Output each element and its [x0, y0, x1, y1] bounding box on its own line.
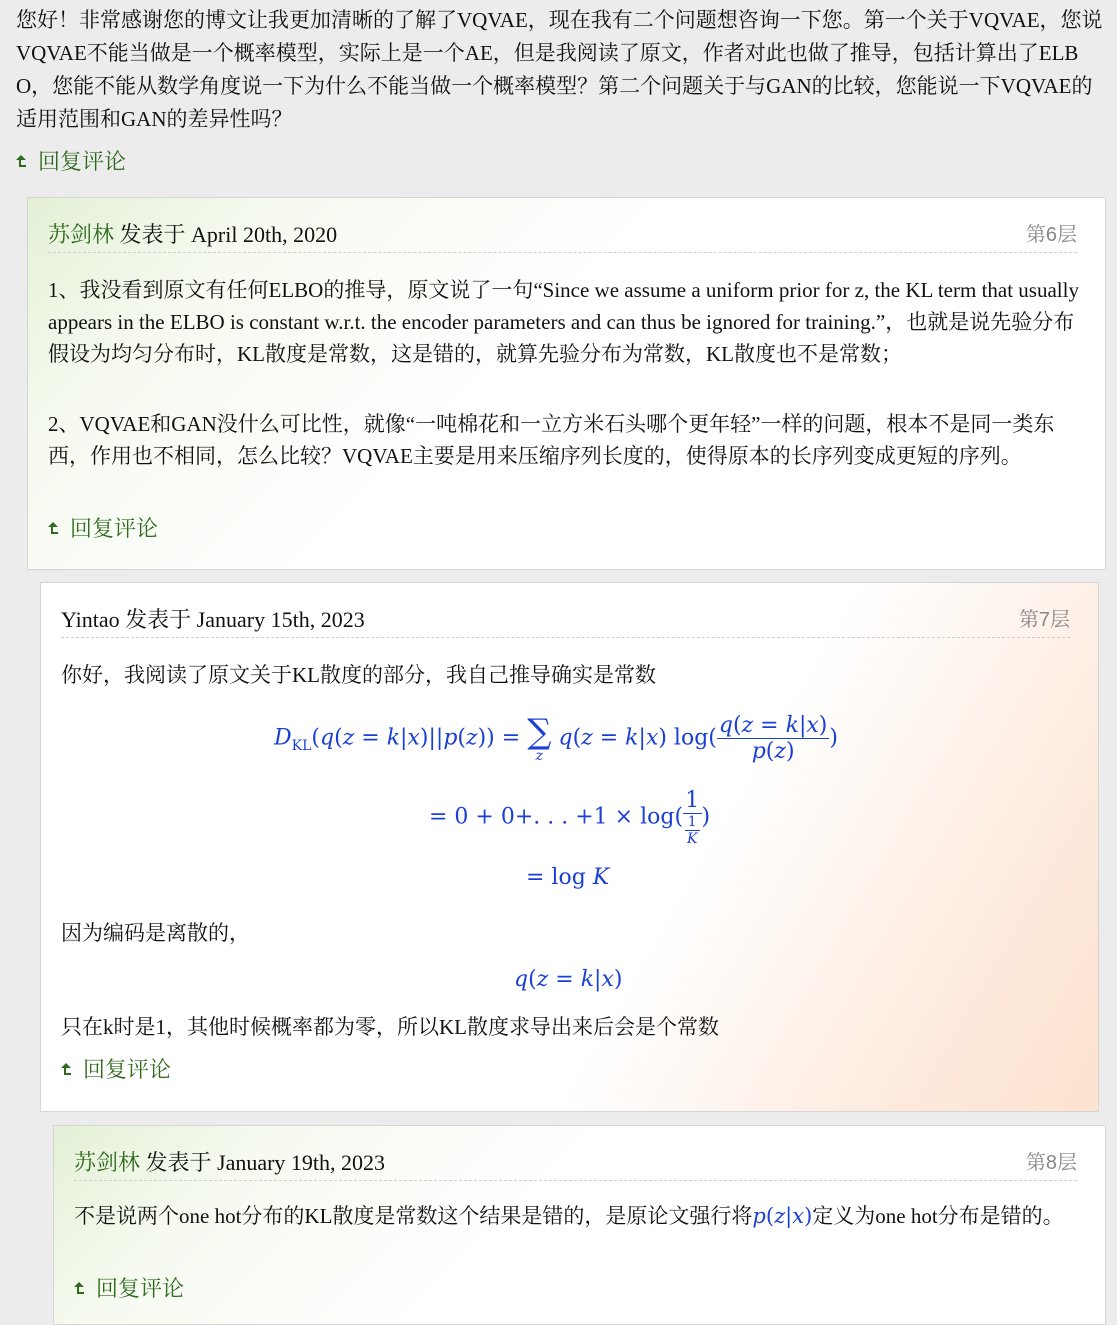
- comment-header: [48, 218, 1077, 253]
- paragraph-part: 定义为one hot分布是错的。: [812, 1204, 1064, 1228]
- reply-arrow-icon: [72, 1280, 86, 1296]
- floor-number: 第7层: [1018, 609, 1070, 631]
- kl-equation-line-2: = 0 + 0+. . . +1 × log( $\frac{1}{\frac{1}{K}}$ ): [429, 788, 711, 847]
- post-date: 发表于 January 15th, 2023: [125, 607, 365, 632]
- post-date: 发表于 January 19th, 2023: [145, 1150, 386, 1175]
- reply-label: 回复评论: [96, 1276, 185, 1301]
- comment-paragraph: 因为编码是离散的，: [61, 921, 250, 945]
- reply-arrow-icon: [59, 1061, 73, 1077]
- reply-arrow-icon: [46, 520, 60, 536]
- author-link[interactable]: 苏剑林: [48, 222, 115, 247]
- comment-paragraph: 只在k时是1，其他时候概率都为零，所以KL散度求导出来后会是个常数: [61, 1015, 719, 1039]
- author-name: Yintao: [61, 607, 120, 632]
- comment-paragraph: 2、VQVAE和GAN没什么可比性，就像“一吨棉花和一立方米石头哪个更年轻”一样的问题，根本不是同一类东西，作用也不相同，怎么比较？VQVAE主要是用来压缩序列长度的，使得原本的长序列变成更短的序列。: [48, 412, 1055, 468]
- reply-button-top[interactable]: [14, 145, 126, 176]
- comment-meta: [48, 218, 337, 249]
- reply-label: 回复评论: [83, 1057, 172, 1082]
- author-link[interactable]: 苏剑林: [74, 1150, 141, 1175]
- reply-label: 回复评论: [70, 516, 159, 541]
- kl-equation-line-1: $D_{KL}(q(z = k|x)||p(z))$ = ∑ z q(z = k|x) log( $\frac{q(z = k|x)}{p(z)}$ ): [274, 711, 838, 764]
- kl-equation-line-3: = log K: [526, 865, 610, 890]
- comment-floor-8: [53, 1125, 1106, 1325]
- comment-meta: [61, 603, 365, 634]
- comment-paragraph: 1、我没看到原文有任何ELBO的推导，原文说了一句“Since we assume a uniform prior for z, the KL term that usually appears in the ELBO is constant w.r.t. the encoder parameters and can thus be ignored for training.”，也就是说先验分布假设为均匀分布时，KL散度是常数，这是错的，就算先验分布为常数，KL散度也不是常数；: [48, 278, 1079, 366]
- paragraph-part: 不是说两个one hot分布的KL散度是常数这个结果是错的，是原论文强行将: [74, 1204, 753, 1228]
- comment-meta: [74, 1146, 385, 1177]
- floor-number: 第6层: [1025, 224, 1077, 246]
- comment-paragraph: 你好，我阅读了原文关于KL散度的部分，我自己推导确实是常数: [61, 663, 656, 687]
- reply-button[interactable]: [46, 512, 158, 543]
- q-expression: q(z = k|x): [514, 967, 623, 992]
- top-comment-text: 您好！非常感谢您的博文让我更加清晰的了解了VQVAE，现在我有二个问题想咨询一下您。第一个关于VQVAE，您说VQVAE不能当做是一个概率模型，实际上是一个AE，但是我阅读了原文，作者对此也做了推导，包括计算出了ELBO，您能不能从数学角度说一下为什么不能当做一个概率模型？第二个问题关于与GAN的比较，您能说一下VQVAE的适用范围和GAN的差异性吗？: [16, 8, 1103, 131]
- p-z-given-x: p(z|x): [752, 1204, 813, 1228]
- comment-paragraph: [74, 1200, 1074, 1232]
- comment-floor-6: [27, 197, 1106, 570]
- reply-label: 回复评论: [38, 149, 127, 174]
- comment-header: [61, 603, 1070, 638]
- comment-floor-7: [40, 582, 1099, 1112]
- reply-button[interactable]: [59, 1053, 171, 1084]
- reply-arrow-icon: [14, 153, 28, 169]
- comment-header: [74, 1146, 1077, 1181]
- reply-button[interactable]: [72, 1272, 184, 1303]
- floor-number: 第8层: [1025, 1152, 1077, 1174]
- post-date: 发表于 April 20th, 2020: [119, 222, 338, 247]
